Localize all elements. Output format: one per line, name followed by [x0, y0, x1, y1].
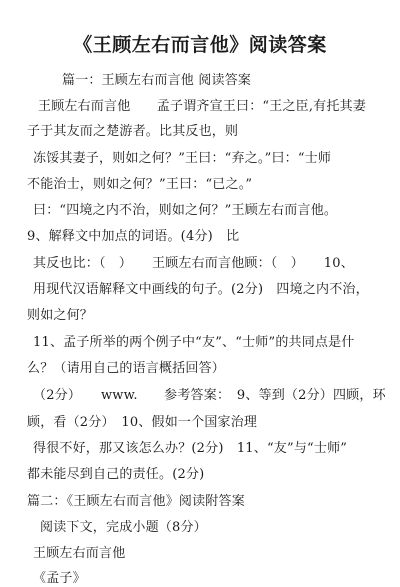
text-line: 么？（请用自己的语言概括回答）	[27, 361, 226, 376]
text-line: 阅读下文，完成小题（8分）	[40, 520, 207, 535]
text-line: 王顾左右而言他 孟子谓齐宣王曰：“王之臣,有托其妻	[38, 99, 366, 114]
text-line: 9、解释文中加点的词语。(4分) 比	[27, 229, 240, 244]
text-line: 其反也比：（ ） 王顾左右而言他顾：（ ） 10、	[33, 256, 354, 271]
document-title: 《王顾左右而言他》阅读答案	[73, 34, 327, 56]
text-line: 《孟子》	[33, 571, 86, 586]
text-line: 用现代汉语解释文中画线的句子。(2分) 四境之内不治，	[33, 282, 369, 297]
text-line: 曰：“四境之内不治，则如之何？”王顾左右而言他。	[33, 203, 338, 218]
text-line: 篇一：王顾左右而言他 阅读答案	[62, 73, 252, 88]
text-line: 王顾左右而言他	[33, 546, 126, 561]
text-line: 都未能尽到自己的责任。(2分)	[27, 467, 205, 482]
text-line: 冻馁其妻子，则如之何？”王曰：“弃之。”曰：“士师	[33, 151, 332, 166]
text-line: 则如之何？	[27, 308, 94, 323]
text-line: 篇二：《王顾左右而言他》阅读附答案	[27, 494, 245, 509]
text-line: 顾，看（2分） 10、假如一个国家治理	[27, 415, 258, 430]
text-line: 11、孟子所举的两个例子中“友”、“士师”的共同点是什	[33, 335, 355, 350]
text-line: （2分） www. 参考答案： 9、等到（2分）四顾，环	[33, 388, 386, 403]
text-line: 不能治士，则如之何？”王曰：“已之。”	[27, 177, 253, 192]
text-line: 得很不好，那又该怎么办？(2分) 11、“友”与“士师”	[33, 441, 348, 456]
text-line: 子于其友而之楚游者。比其反也，则	[27, 124, 239, 139]
